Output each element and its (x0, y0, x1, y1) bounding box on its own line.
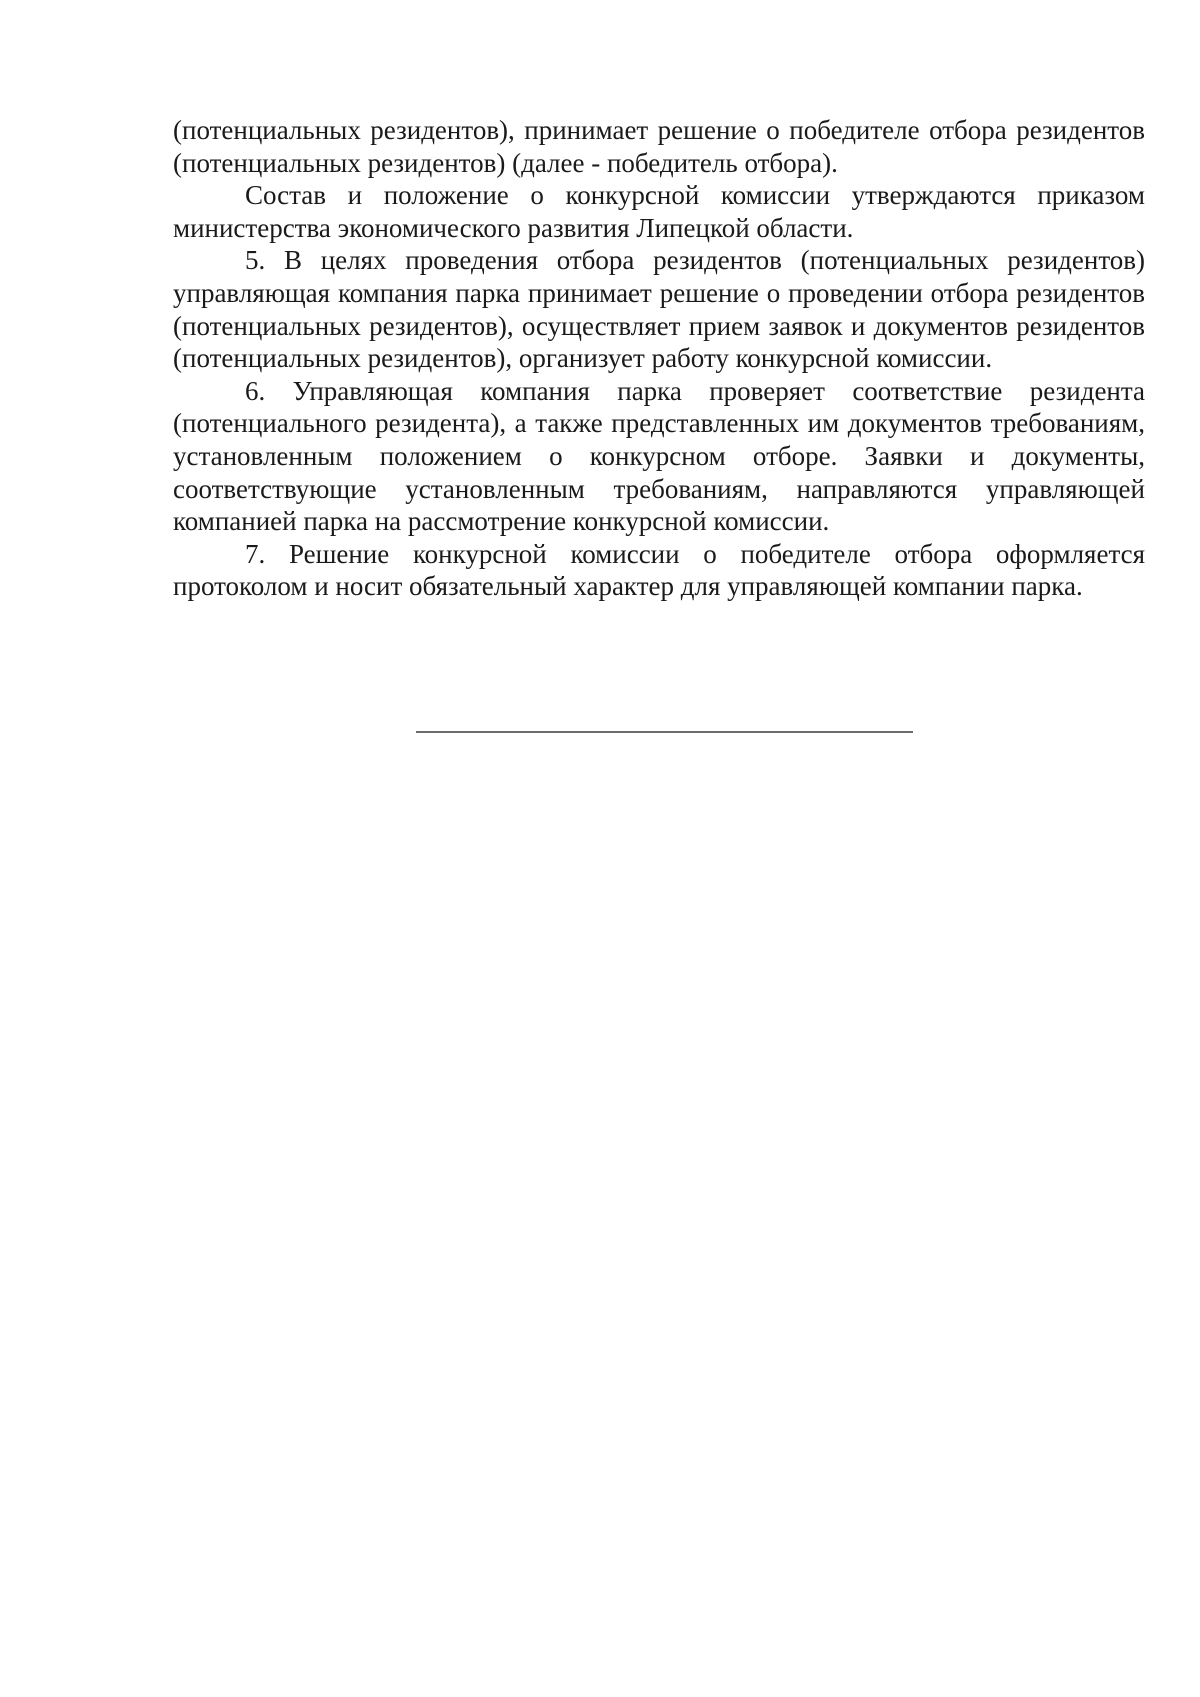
paragraph-item-6: 6. Управляющая компания парка проверяет соответствие резидента (потенциального резидента), а также представленных им документов требованиям, установленным положением о конкурсном отборе. Заявки и документы, соответствующие установленным требованиям, направляются управляющей компанией парка на рассмотрение конкурсной комиссии. (173, 375, 1145, 537)
paragraph-commission-composition: Состав и положение о конкурсной комиссии утверждаются приказом министерства экономического развития Липецкой области. (173, 180, 1145, 243)
end-divider-line (416, 731, 913, 733)
paragraph-continuation: (потенциальных резидентов), принимает решение о победителе отбора резидентов (потенциальных резидентов) (далее - победитель отбора). (173, 115, 1145, 178)
paragraph-item-7: 7. Решение конкурсной комиссии о победителе отбора оформляется протоколом и носит обязательный характер для управляющей компании парка. (173, 538, 1145, 602)
paragraph-item-5: 5. В целях проведения отбора резидентов (потенциальных резидентов) управляющая компания парка принимает решение о проведении отбора резидентов (потенциальных резидентов), осуществляет прием заявок и документов резидентов (потенциальных резидентов), организует работу конкурсной комиссии. (173, 245, 1145, 374)
document-body (173, 114, 1145, 603)
